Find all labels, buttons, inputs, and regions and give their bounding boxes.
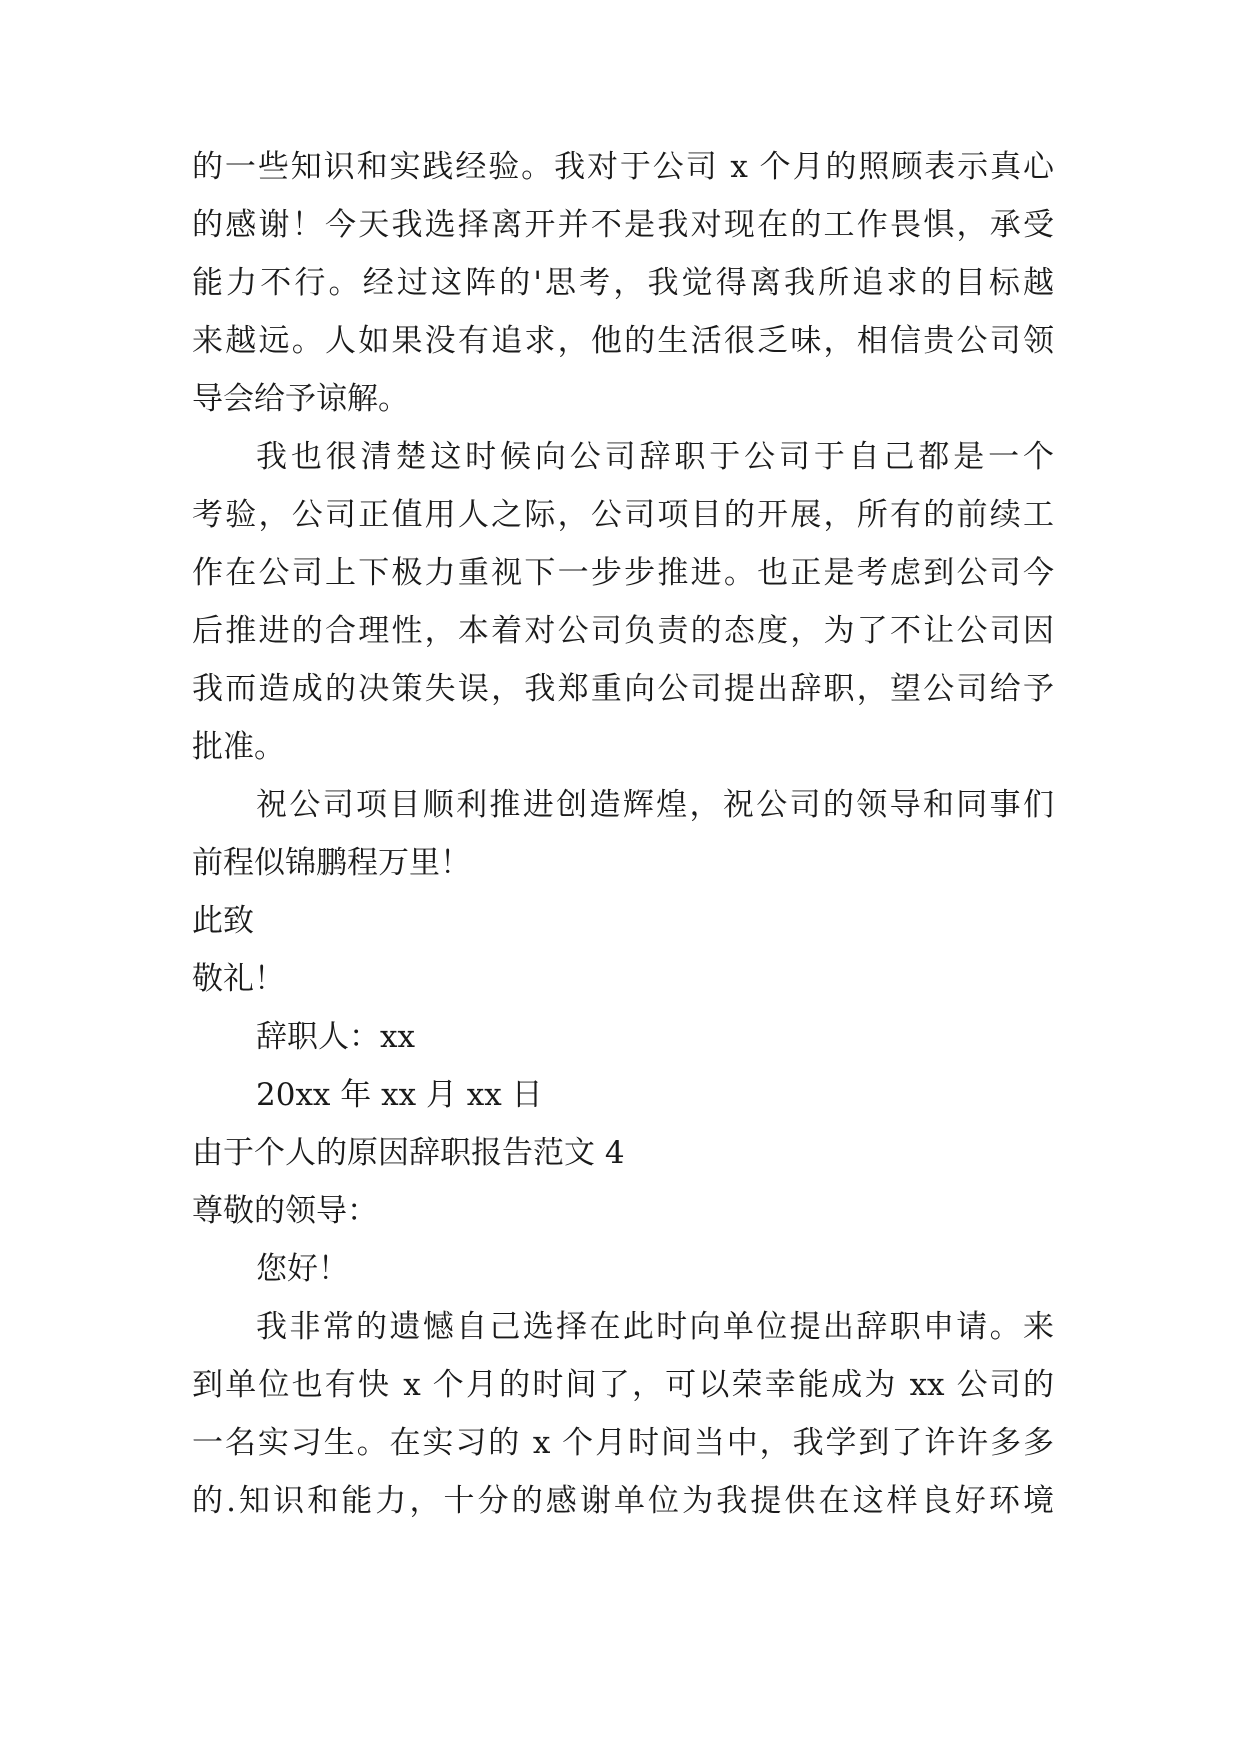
paragraph-line: 到单位也有快 x 个月的时间了，可以荣幸能成为 xx 公司的 — [192, 1367, 1054, 1403]
paragraph-line: 的感谢！今天我选择离开并不是我对现在的工作畏惧，承受 — [192, 207, 1054, 243]
closing-salutation: 敬礼！ — [192, 961, 285, 997]
paragraph-line: 批准。 — [192, 729, 285, 765]
paragraph-line: 来越远。人如果没有追求，他的生活很乏味，相信贵公司领 — [192, 323, 1054, 359]
closing-salutation: 此致 — [192, 903, 254, 939]
paragraph-line: 前程似锦鹏程万里！ — [192, 845, 471, 881]
paragraph-line: 的.知识和能力，十分的感谢单位为我提供在这样良好环境 — [192, 1483, 1054, 1519]
paragraph-line: 作在公司上下极力重视下一步步推进。也正是考虑到公司今 — [192, 555, 1054, 591]
paragraph-line: 的一些知识和实践经验。我对于公司 x 个月的照顾表示真心 — [192, 149, 1054, 185]
paragraph-line: 后推进的合理性，本着对公司负责的态度，为了不让公司因 — [192, 613, 1054, 649]
paragraph-line: 考验，公司正值用人之际，公司项目的开展，所有的前续工 — [192, 497, 1054, 533]
recipient-line: 尊敬的领导： — [192, 1193, 378, 1229]
paragraph-line: 一名实习生。在实习的 x 个月时间当中，我学到了许许多多 — [192, 1425, 1054, 1461]
paragraph-line: 能力不行。经过这阵的'思考，我觉得离我所追求的目标越 — [192, 265, 1054, 301]
paragraph-line: 导会给予谅解。 — [192, 381, 409, 417]
paragraph-line: 我也很清楚这时候向公司辞职于公司于自己都是一个 — [256, 439, 1054, 475]
greeting-line: 您好！ — [256, 1251, 349, 1287]
section-title: 由于个人的原因辞职报告范文 4 — [192, 1135, 625, 1171]
paragraph-line: 我而造成的决策失误，我郑重向公司提出辞职，望公司给予 — [192, 671, 1054, 707]
date-line: 20xx 年 xx 月 xx 日 — [256, 1077, 543, 1113]
paragraph-line: 祝公司项目顺利推进创造辉煌，祝公司的领导和同事们 — [256, 787, 1054, 823]
paragraph-line: 我非常的遗憾自己选择在此时向单位提出辞职申请。来 — [256, 1309, 1054, 1345]
signer-line: 辞职人：xx — [256, 1019, 415, 1055]
